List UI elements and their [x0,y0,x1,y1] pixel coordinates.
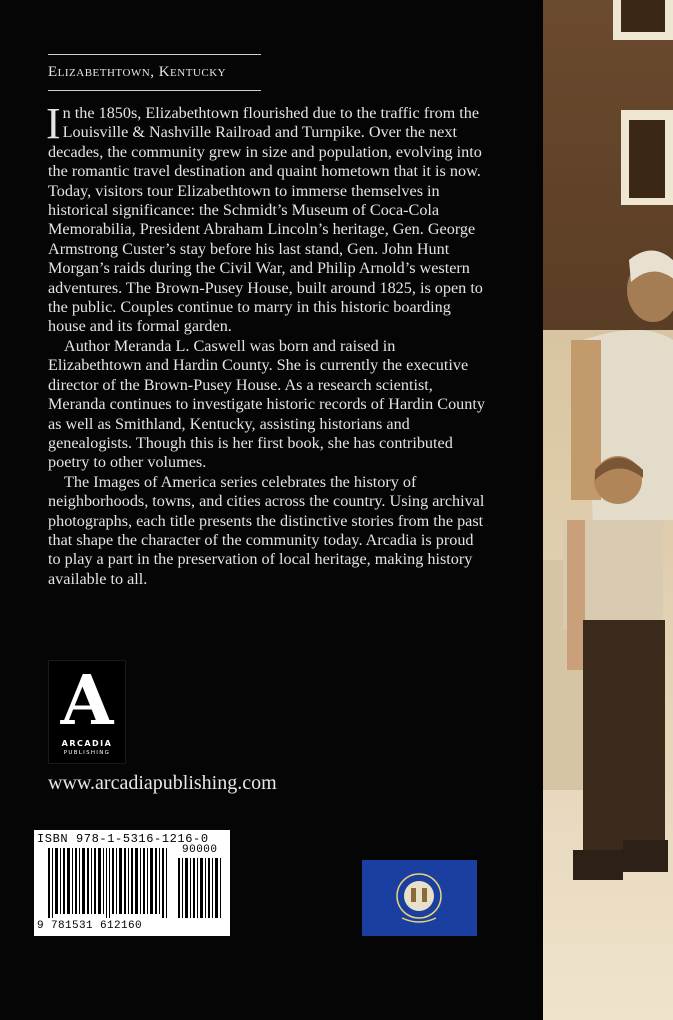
publisher-url[interactable]: www.arcadiapublishing.com [48,772,277,794]
logo-subname: PUBLISHING [63,750,111,756]
state-seal-icon [362,860,477,936]
paragraph-series: The Images of America series celebrates the history of neighborhoods, towns, and cities across the country. Using archival photographs, each title presents the distinctive stories from the past that shape the character of the community today. Arcadia is proud to play a part in the preservation of local heritage, making history available to all. [48,472,485,588]
top-rule [48,54,261,55]
isbn-label: ISBN 978-1-5316-1216-0 [37,832,209,846]
bottom-rule [48,90,261,91]
barcode-number: 9 781531 612160 [37,920,143,932]
paragraph-intro-text: n the 1850s, Elizabethtown flourished due to the traffic from the Louisville & Nashville Railroad and Turnpike. Over the next decades, the community grew in size and population, evolving into the romantic travel destination and quaint hometown that it is now. Today, visitors tour Elizabethtown to immerse themselves in historical significance: the Schmidt’s Museum of Coca-Cola Memorabilia, President Abraham Lincoln’s heritage, Gen. George Armstrong Custer’s stay before his last stand, Gen. John Hunt Morgan’s raids during the Civil War, and Philip Arnold’s western adventures. The Brown-Pusey House, built around 1825, is open to the public. Couples continue to marry in this historic boarding house and its formal garden. [48,104,483,336]
drop-cap: I [46,99,61,148]
logo-name: ARCADIA [61,739,113,748]
series-title: Elizabethtown, Kentucky [48,64,227,80]
description-text [46,99,488,589]
logo-letter: A [60,661,114,741]
kentucky-flag [362,860,477,936]
paragraph-author: Author Meranda L. Caswell was born and raised in Elizabethtown and Hardin County. She is currently the executive director of the Brown-Pusey House. As a research scientist, Meranda continues to investigate historic records of Hardin County as well as Smithland, Kentucky, assisting historians and genealogists. Though this is her first book, she has contributed poetry to other volumes. [48,336,485,472]
sepia-photo-illustration [543,0,673,1020]
cover-photo-strip [543,0,673,1020]
isbn-barcode [34,830,230,936]
price-code: 90000 [182,844,218,856]
paragraph-intro [46,99,488,337]
arcadia-logo [48,660,126,764]
